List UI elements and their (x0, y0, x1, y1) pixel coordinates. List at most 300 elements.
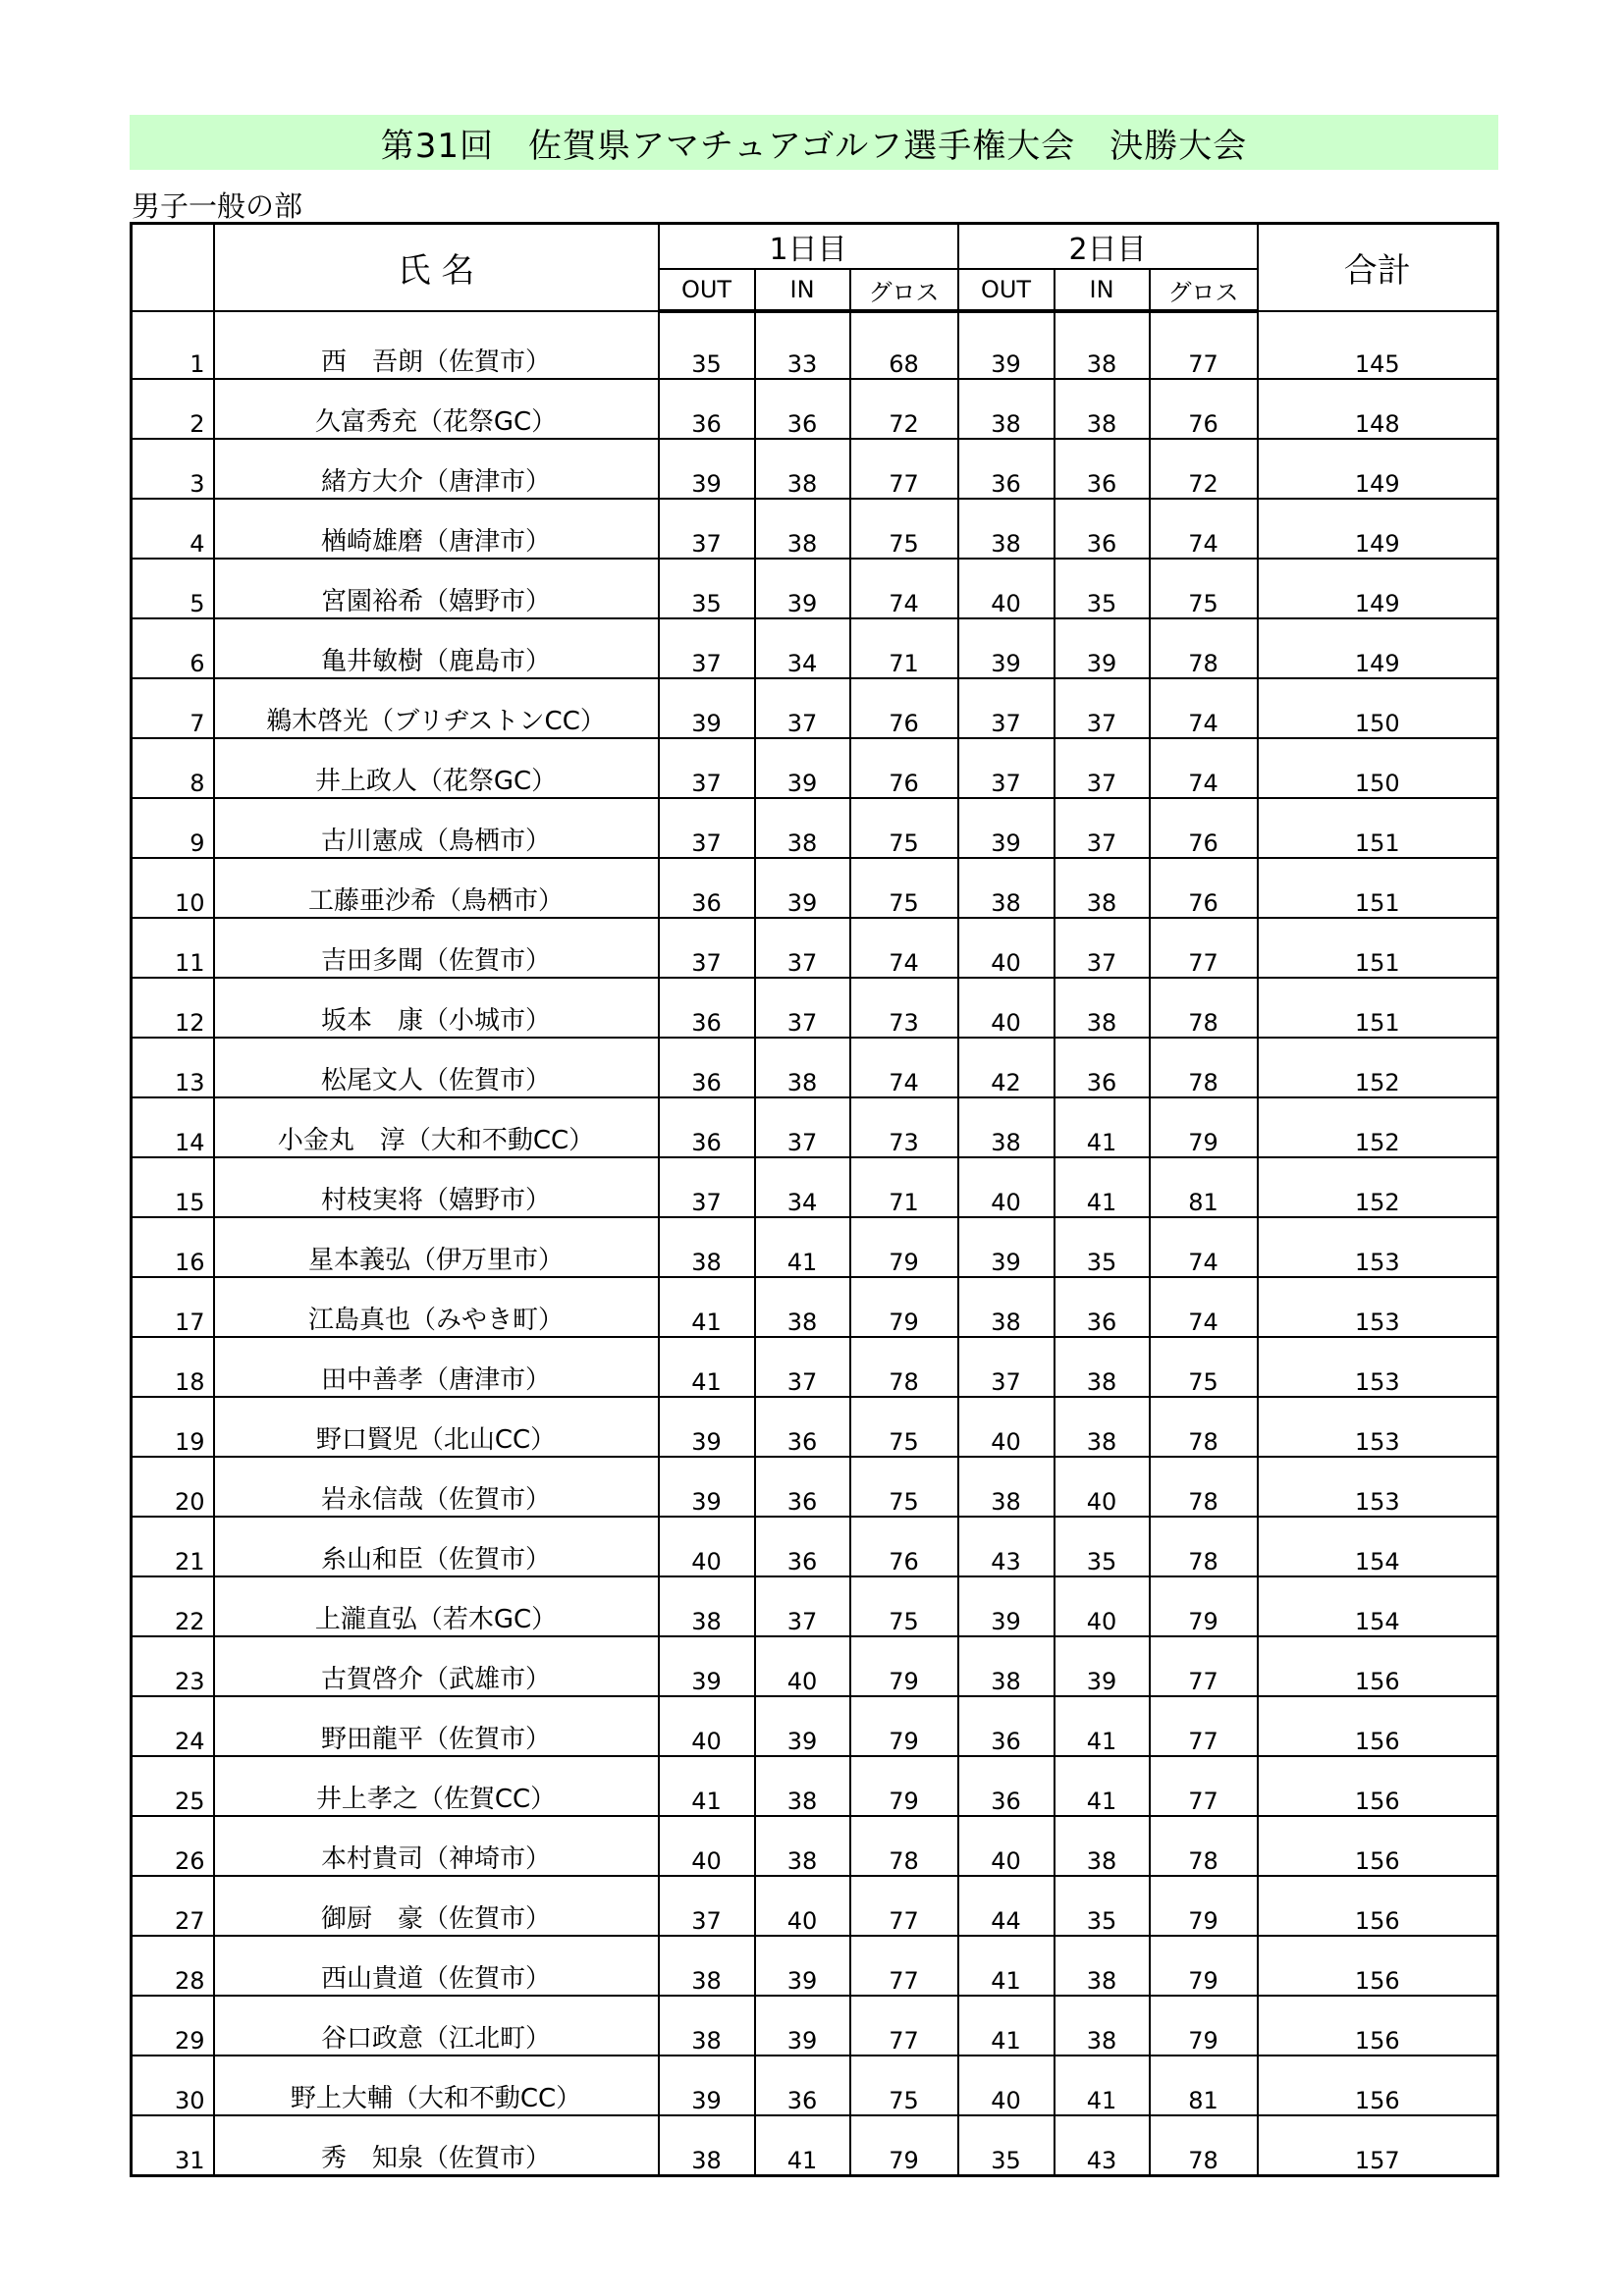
day2-in-cell: 40 (1055, 1576, 1150, 1636)
day1-in-cell: 38 (755, 1277, 850, 1337)
day1-in-cell: 36 (755, 1457, 850, 1517)
day2-header: 2日目 (958, 224, 1258, 270)
table-row (132, 1756, 1498, 1816)
table-row (132, 918, 1498, 978)
total-cell: 153 (1258, 1397, 1498, 1457)
day1-out-cell: 41 (659, 1756, 755, 1816)
rank-cell: 18 (132, 1337, 214, 1397)
rank-cell: 17 (132, 1277, 214, 1337)
day2-out-cell: 39 (958, 798, 1055, 858)
player-name-cell: 楢崎雄磨（唐津市） (214, 499, 659, 559)
day1-in-cell: 36 (755, 1517, 850, 1576)
day1-out-cell: 35 (659, 311, 755, 379)
total-cell: 152 (1258, 1157, 1498, 1217)
day2-out-cell: 38 (958, 1457, 1055, 1517)
total-cell: 156 (1258, 1936, 1498, 1996)
player-name-cell: 古川憲成（鳥栖市） (214, 798, 659, 858)
day2-out-cell: 38 (958, 1097, 1055, 1157)
day1-gross-cell: 76 (850, 738, 958, 798)
day1-in-cell: 39 (755, 1936, 850, 1996)
section-label: 男子一般の部 (132, 189, 303, 223)
day1-out-cell: 39 (659, 439, 755, 499)
total-cell: 145 (1258, 311, 1498, 379)
rank-cell: 4 (132, 499, 214, 559)
day1-in-cell: 38 (755, 499, 850, 559)
day1-out-cell: 40 (659, 1696, 755, 1756)
total-cell: 151 (1258, 978, 1498, 1038)
day1-gross-cell: 79 (850, 1217, 958, 1277)
day1-out-cell: 39 (659, 2056, 755, 2115)
total-cell: 150 (1258, 738, 1498, 798)
day2-out-header: OUT (958, 269, 1055, 311)
day2-gross-cell: 75 (1150, 1337, 1258, 1397)
player-name-cell: 野田龍平（佐賀市） (214, 1696, 659, 1756)
day1-in-cell: 34 (755, 618, 850, 678)
table-row (132, 1996, 1498, 2056)
day2-in-header: IN (1055, 269, 1150, 311)
day1-gross-header: グロス (850, 269, 958, 311)
player-name-cell: 糸山和臣（佐賀市） (214, 1517, 659, 1576)
day1-in-cell: 37 (755, 1576, 850, 1636)
day2-gross-cell: 81 (1150, 1157, 1258, 1217)
day2-out-cell: 40 (958, 918, 1055, 978)
table-row (132, 858, 1498, 918)
day1-out-cell: 37 (659, 1876, 755, 1936)
day1-in-cell: 41 (755, 1217, 850, 1277)
rank-cell: 21 (132, 1517, 214, 1576)
player-name-cell: 星本義弘（伊万里市） (214, 1217, 659, 1277)
rank-cell: 26 (132, 1816, 214, 1876)
day2-out-cell: 38 (958, 858, 1055, 918)
rank-cell: 3 (132, 439, 214, 499)
day1-out-cell: 37 (659, 1157, 755, 1217)
rank-cell: 7 (132, 678, 214, 738)
day2-gross-cell: 78 (1150, 1816, 1258, 1876)
day1-gross-cell: 76 (850, 1517, 958, 1576)
day1-out-cell: 39 (659, 1636, 755, 1696)
day2-out-cell: 38 (958, 379, 1055, 439)
day2-in-cell: 39 (1055, 618, 1150, 678)
day1-out-cell: 41 (659, 1337, 755, 1397)
day2-in-cell: 37 (1055, 738, 1150, 798)
day1-in-cell: 37 (755, 1337, 850, 1397)
table-row (132, 1337, 1498, 1397)
rank-cell: 1 (132, 311, 214, 379)
day1-gross-cell: 77 (850, 1996, 958, 2056)
day2-out-cell: 40 (958, 1397, 1055, 1457)
day2-in-cell: 38 (1055, 1936, 1150, 1996)
day1-out-cell: 38 (659, 1996, 755, 2056)
day2-gross-cell: 74 (1150, 1277, 1258, 1337)
total-cell: 151 (1258, 798, 1498, 858)
table-row (132, 559, 1498, 618)
total-cell: 153 (1258, 1277, 1498, 1337)
player-name-cell: 谷口政意（江北町） (214, 1996, 659, 2056)
day1-out-cell: 40 (659, 1517, 755, 1576)
day1-gross-cell: 78 (850, 1337, 958, 1397)
day1-gross-cell: 71 (850, 1157, 958, 1217)
day2-out-cell: 36 (958, 1696, 1055, 1756)
day1-in-cell: 33 (755, 311, 850, 379)
table-row (132, 1696, 1498, 1756)
day2-gross-cell: 79 (1150, 1936, 1258, 1996)
player-name-cell: 岩永信哉（佐賀市） (214, 1457, 659, 1517)
day2-out-cell: 37 (958, 678, 1055, 738)
table-row (132, 1157, 1498, 1217)
day1-gross-cell: 74 (850, 1038, 958, 1097)
player-name-cell: 上瀧直弘（若木GC） (214, 1576, 659, 1636)
rank-cell: 25 (132, 1756, 214, 1816)
day1-out-cell: 40 (659, 1816, 755, 1876)
day2-gross-cell: 77 (1150, 1636, 1258, 1696)
day2-in-cell: 35 (1055, 1217, 1150, 1277)
total-cell: 156 (1258, 1636, 1498, 1696)
day1-in-cell: 39 (755, 738, 850, 798)
day2-in-cell: 37 (1055, 798, 1150, 858)
day1-gross-cell: 79 (850, 1277, 958, 1337)
day2-gross-cell: 79 (1150, 1097, 1258, 1157)
total-cell: 153 (1258, 1337, 1498, 1397)
day1-in-cell: 39 (755, 1696, 850, 1756)
day2-out-cell: 37 (958, 1337, 1055, 1397)
player-name-cell: 本村貴司（神埼市） (214, 1816, 659, 1876)
rank-cell: 13 (132, 1038, 214, 1097)
day2-in-cell: 38 (1055, 1337, 1150, 1397)
day1-gross-cell: 73 (850, 1097, 958, 1157)
table-row (132, 1097, 1498, 1157)
player-name-cell: 小金丸 淳（大和不動CC） (214, 1097, 659, 1157)
rank-cell: 19 (132, 1397, 214, 1457)
day1-out-cell: 36 (659, 1097, 755, 1157)
day1-in-cell: 37 (755, 978, 850, 1038)
day2-gross-cell: 74 (1150, 1217, 1258, 1277)
day1-out-cell: 37 (659, 918, 755, 978)
day2-out-cell: 40 (958, 2056, 1055, 2115)
table-row (132, 1457, 1498, 1517)
day2-in-cell: 38 (1055, 858, 1150, 918)
player-name-cell: 松尾文人（佐賀市） (214, 1038, 659, 1097)
table-row (132, 1277, 1498, 1337)
day2-in-cell: 37 (1055, 918, 1150, 978)
results-table (130, 222, 1499, 2177)
day2-gross-cell: 76 (1150, 798, 1258, 858)
player-name-cell: 秀 知泉（佐賀市） (214, 2115, 659, 2176)
day1-in-cell: 34 (755, 1157, 850, 1217)
day2-in-cell: 38 (1055, 379, 1150, 439)
day1-out-cell: 37 (659, 738, 755, 798)
rank-cell: 23 (132, 1636, 214, 1696)
day2-out-cell: 36 (958, 1756, 1055, 1816)
day2-gross-cell: 79 (1150, 1876, 1258, 1936)
day1-header: 1日目 (659, 224, 958, 270)
day1-gross-cell: 71 (850, 618, 958, 678)
player-name-cell: 西山貴道（佐賀市） (214, 1936, 659, 1996)
total-cell: 149 (1258, 439, 1498, 499)
total-cell: 149 (1258, 499, 1498, 559)
day1-out-header: OUT (659, 269, 755, 311)
table-row (132, 798, 1498, 858)
total-cell: 149 (1258, 618, 1498, 678)
day1-gross-cell: 75 (850, 1457, 958, 1517)
total-cell: 153 (1258, 1217, 1498, 1277)
name-header: 氏 名 (214, 224, 659, 312)
day2-out-cell: 39 (958, 1576, 1055, 1636)
day1-out-cell: 38 (659, 1217, 755, 1277)
day2-in-cell: 39 (1055, 1636, 1150, 1696)
day2-in-cell: 38 (1055, 311, 1150, 379)
day1-in-cell: 38 (755, 439, 850, 499)
day2-out-cell: 35 (958, 2115, 1055, 2176)
day2-out-cell: 38 (958, 1636, 1055, 1696)
player-name-cell: 緒方大介（唐津市） (214, 439, 659, 499)
table-row (132, 2115, 1498, 2176)
title-banner (130, 115, 1498, 170)
day1-gross-cell: 73 (850, 978, 958, 1038)
day1-out-cell: 37 (659, 798, 755, 858)
day1-out-cell: 37 (659, 618, 755, 678)
day2-gross-cell: 75 (1150, 559, 1258, 618)
table-row (132, 618, 1498, 678)
table-row (132, 1397, 1498, 1457)
day2-in-cell: 41 (1055, 2056, 1150, 2115)
table-row (132, 439, 1498, 499)
day1-in-cell: 41 (755, 2115, 850, 2176)
rank-cell: 6 (132, 618, 214, 678)
day1-gross-cell: 72 (850, 379, 958, 439)
day1-gross-cell: 75 (850, 1397, 958, 1457)
day2-gross-cell: 74 (1150, 738, 1258, 798)
day1-in-cell: 38 (755, 1038, 850, 1097)
day2-gross-cell: 78 (1150, 1517, 1258, 1576)
rank-cell: 29 (132, 1996, 214, 2056)
total-cell: 148 (1258, 379, 1498, 439)
day1-gross-cell: 78 (850, 1816, 958, 1876)
day2-gross-cell: 76 (1150, 379, 1258, 439)
day2-in-cell: 41 (1055, 1756, 1150, 1816)
day2-out-cell: 38 (958, 1277, 1055, 1337)
day2-out-cell: 41 (958, 1996, 1055, 2056)
day2-gross-cell: 78 (1150, 1457, 1258, 1517)
day1-gross-cell: 75 (850, 798, 958, 858)
day2-gross-cell: 77 (1150, 1756, 1258, 1816)
total-cell: 152 (1258, 1097, 1498, 1157)
day1-gross-cell: 74 (850, 918, 958, 978)
table-row (132, 1517, 1498, 1576)
day1-gross-cell: 79 (850, 1696, 958, 1756)
day2-gross-cell: 78 (1150, 978, 1258, 1038)
day1-out-cell: 39 (659, 678, 755, 738)
day1-gross-cell: 79 (850, 1636, 958, 1696)
day2-in-cell: 43 (1055, 2115, 1150, 2176)
day1-in-cell: 36 (755, 1397, 850, 1457)
day2-in-cell: 40 (1055, 1457, 1150, 1517)
day1-in-cell: 39 (755, 858, 850, 918)
player-name-cell: 井上政人（花祭GC） (214, 738, 659, 798)
rank-cell: 27 (132, 1876, 214, 1936)
day2-gross-cell: 78 (1150, 618, 1258, 678)
rank-cell: 31 (132, 2115, 214, 2176)
total-header: 合計 (1258, 224, 1498, 312)
day1-out-cell: 39 (659, 1397, 755, 1457)
day2-gross-cell: 81 (1150, 2056, 1258, 2115)
table-row (132, 1876, 1498, 1936)
day2-in-cell: 38 (1055, 978, 1150, 1038)
day2-gross-cell: 78 (1150, 2115, 1258, 2176)
table-row (132, 1936, 1498, 1996)
day1-out-cell: 35 (659, 559, 755, 618)
day2-out-cell: 40 (958, 559, 1055, 618)
day1-in-cell: 37 (755, 678, 850, 738)
day1-in-cell: 39 (755, 1996, 850, 2056)
day1-gross-cell: 75 (850, 1576, 958, 1636)
table-row (132, 1636, 1498, 1696)
day2-out-cell: 36 (958, 439, 1055, 499)
rank-cell: 5 (132, 559, 214, 618)
day1-out-cell: 38 (659, 2115, 755, 2176)
total-cell: 150 (1258, 678, 1498, 738)
table-row (132, 2056, 1498, 2115)
day2-gross-cell: 74 (1150, 678, 1258, 738)
day2-gross-header: グロス (1150, 269, 1258, 311)
table-row (132, 1217, 1498, 1277)
player-name-cell: 江島真也（みやき町） (214, 1277, 659, 1337)
day2-in-cell: 36 (1055, 1038, 1150, 1097)
day1-gross-cell: 77 (850, 439, 958, 499)
day1-out-cell: 37 (659, 499, 755, 559)
day2-in-cell: 38 (1055, 1996, 1150, 2056)
player-name-cell: 亀井敏樹（鹿島市） (214, 618, 659, 678)
day2-out-cell: 40 (958, 1157, 1055, 1217)
day1-in-cell: 40 (755, 1636, 850, 1696)
day1-in-cell: 36 (755, 379, 850, 439)
day2-gross-cell: 79 (1150, 1576, 1258, 1636)
rank-cell: 8 (132, 738, 214, 798)
day2-out-cell: 39 (958, 618, 1055, 678)
day2-out-cell: 44 (958, 1876, 1055, 1936)
rank-cell: 30 (132, 2056, 214, 2115)
total-cell: 156 (1258, 1816, 1498, 1876)
day2-out-cell: 37 (958, 738, 1055, 798)
player-name-cell: 古賀啓介（武雄市） (214, 1636, 659, 1696)
day2-in-cell: 38 (1055, 1816, 1150, 1876)
day1-in-cell: 40 (755, 1876, 850, 1936)
rank-cell: 14 (132, 1097, 214, 1157)
day2-out-cell: 39 (958, 1217, 1055, 1277)
total-cell: 154 (1258, 1517, 1498, 1576)
rank-cell: 12 (132, 978, 214, 1038)
day2-in-cell: 37 (1055, 678, 1150, 738)
day2-in-cell: 36 (1055, 1277, 1150, 1337)
rank-cell: 10 (132, 858, 214, 918)
day2-gross-cell: 78 (1150, 1397, 1258, 1457)
table-row (132, 978, 1498, 1038)
day1-gross-cell: 75 (850, 2056, 958, 2115)
day1-out-cell: 38 (659, 1936, 755, 1996)
day2-gross-cell: 77 (1150, 1696, 1258, 1756)
day1-in-cell: 38 (755, 1816, 850, 1876)
day1-out-cell: 36 (659, 1038, 755, 1097)
day2-gross-cell: 77 (1150, 918, 1258, 978)
day1-out-cell: 41 (659, 1277, 755, 1337)
table-row (132, 1038, 1498, 1097)
day1-gross-cell: 77 (850, 1876, 958, 1936)
table-row (132, 678, 1498, 738)
day1-gross-cell: 79 (850, 1756, 958, 1816)
day2-in-cell: 41 (1055, 1157, 1150, 1217)
day1-in-cell: 37 (755, 1097, 850, 1157)
player-name-cell: 村枝実将（嬉野市） (214, 1157, 659, 1217)
total-cell: 156 (1258, 1996, 1498, 2056)
table-row (132, 311, 1498, 379)
table-row (132, 1576, 1498, 1636)
day2-gross-cell: 77 (1150, 311, 1258, 379)
day1-out-cell: 39 (659, 1457, 755, 1517)
total-cell: 149 (1258, 559, 1498, 618)
table-row (132, 738, 1498, 798)
day2-in-cell: 41 (1055, 1097, 1150, 1157)
day1-gross-cell: 74 (850, 559, 958, 618)
rank-cell: 20 (132, 1457, 214, 1517)
player-name-cell: 久富秀充（花祭GC） (214, 379, 659, 439)
player-name-cell: 野口賢児（北山CC） (214, 1397, 659, 1457)
total-cell: 156 (1258, 1696, 1498, 1756)
player-name-cell: 田中善孝（唐津市） (214, 1337, 659, 1397)
day2-out-cell: 38 (958, 499, 1055, 559)
day1-in-header: IN (755, 269, 850, 311)
day1-gross-cell: 68 (850, 311, 958, 379)
day2-in-cell: 38 (1055, 1397, 1150, 1457)
day2-gross-cell: 72 (1150, 439, 1258, 499)
player-name-cell: 工藤亜沙希（鳥栖市） (214, 858, 659, 918)
player-name-cell: 井上孝之（佐賀CC） (214, 1756, 659, 1816)
day2-gross-cell: 79 (1150, 1996, 1258, 2056)
total-cell: 156 (1258, 1876, 1498, 1936)
rank-cell: 9 (132, 798, 214, 858)
table-row (132, 1816, 1498, 1876)
day2-out-cell: 40 (958, 1816, 1055, 1876)
day1-in-cell: 39 (755, 559, 850, 618)
total-cell: 156 (1258, 2056, 1498, 2115)
day2-in-cell: 36 (1055, 439, 1150, 499)
day2-out-cell: 42 (958, 1038, 1055, 1097)
day2-in-cell: 41 (1055, 1696, 1150, 1756)
rank-header (132, 224, 214, 312)
day2-in-cell: 35 (1055, 1517, 1150, 1576)
day2-in-cell: 35 (1055, 559, 1150, 618)
day1-in-cell: 38 (755, 1756, 850, 1816)
day2-gross-cell: 74 (1150, 499, 1258, 559)
rank-cell: 15 (132, 1157, 214, 1217)
rank-cell: 24 (132, 1696, 214, 1756)
player-name-cell: 坂本 康（小城市） (214, 978, 659, 1038)
total-cell: 151 (1258, 858, 1498, 918)
day1-out-cell: 36 (659, 379, 755, 439)
day1-gross-cell: 79 (850, 2115, 958, 2176)
table-row (132, 379, 1498, 439)
total-cell: 152 (1258, 1038, 1498, 1097)
day2-gross-cell: 78 (1150, 1038, 1258, 1097)
total-cell: 153 (1258, 1457, 1498, 1517)
rank-cell: 22 (132, 1576, 214, 1636)
total-cell: 157 (1258, 2115, 1498, 2176)
rank-cell: 11 (132, 918, 214, 978)
rank-cell: 28 (132, 1936, 214, 1996)
rank-cell: 2 (132, 379, 214, 439)
day1-out-cell: 36 (659, 978, 755, 1038)
day1-in-cell: 37 (755, 918, 850, 978)
day2-in-cell: 36 (1055, 499, 1150, 559)
page-title: 第31回 佐賀県アマチュアゴルフ選手権大会 決勝大会 (380, 126, 1248, 166)
